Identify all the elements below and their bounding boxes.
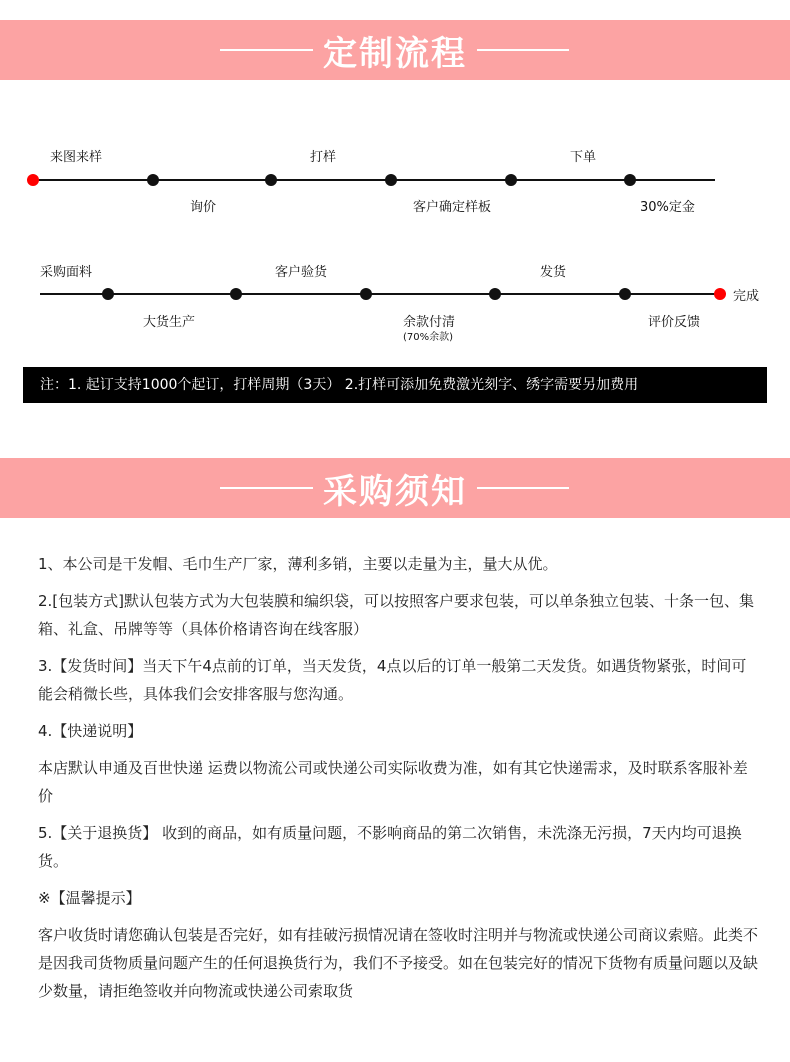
purchase-notes bbox=[38, 550, 758, 1014]
timeline-line bbox=[40, 293, 720, 295]
timeline-dot bbox=[624, 174, 636, 186]
step-label: 发货 bbox=[540, 265, 567, 280]
step-label: 下单 bbox=[570, 150, 597, 165]
step-label: 30%定金 bbox=[640, 200, 695, 215]
step-label: 采购面料 bbox=[40, 265, 93, 280]
step-label: 打样 bbox=[310, 150, 337, 165]
step-label: 来图来样 bbox=[50, 150, 103, 165]
note-paragraph: 4.【快递说明】 bbox=[38, 722, 143, 740]
timeline-dot bbox=[385, 174, 397, 186]
section-title: 采购须知 bbox=[323, 472, 467, 512]
step-sublabel: (70%余款) bbox=[403, 332, 454, 343]
section-header-custom-process bbox=[0, 20, 790, 80]
step-label: 大货生产 bbox=[143, 315, 196, 330]
timeline-dot bbox=[147, 174, 159, 186]
timeline-end-dot bbox=[714, 288, 726, 300]
note-paragraph: 1、本公司是干发帽、毛巾生产厂家，薄利多销，主要以走量为主，量大从优。 bbox=[38, 555, 558, 573]
step-label: 客户验货 bbox=[275, 265, 328, 280]
note-paragraph: 5.【关于退换货】 收到的商品，如有质量问题，不影响商品的第二次销售，未洗涤无污损，7天内均可退换货。 bbox=[38, 824, 742, 870]
divider bbox=[477, 487, 569, 489]
step-label: 评价反馈 bbox=[648, 315, 701, 330]
section-header-purchase-notes bbox=[0, 458, 790, 518]
timeline-dot bbox=[505, 174, 517, 186]
section-title: 定制流程 bbox=[323, 34, 467, 74]
note-paragraph: 2.[包装方式]默认包装方式为大包装膜和编织袋，可以按照客户要求包装，可以单条独立包装、十条一包、集箱、礼盒、吊牌等等（具体价格请咨询在线客服） bbox=[38, 592, 755, 638]
divider bbox=[477, 49, 569, 51]
timeline-dot bbox=[265, 174, 277, 186]
note-paragraph: 3.【发货时间】当天下午4点前的订单，当天发货，4点以后的订单一般第二天发货。如遇货物紧张，时间可能会稍微长些，具体我们会安排客服与您沟通。 bbox=[38, 657, 747, 703]
timeline-dot bbox=[360, 288, 372, 300]
timeline-dot bbox=[102, 288, 114, 300]
timeline-line bbox=[33, 179, 715, 181]
step-label: 余款付清 bbox=[403, 315, 456, 330]
step-label: 询价 bbox=[190, 200, 217, 215]
note-paragraph: 客户收货时请您确认包装是否完好，如有挂破污损情况请在签收时注明并与物流或快递公司商议索赔。此类不是因我司货物质量问题产生的任何退换货行为，我们不予接受。如在包装完好的情况下货物有质量问题以及缺少数量，请拒绝签收并向物流或快递公司索取货 bbox=[38, 926, 759, 1000]
note-paragraph: 本店默认申通及百世快递 运费以物流公司或快递公司实际收费为准，如有其它快递需求，及时联系客服补差价 bbox=[38, 759, 748, 805]
note-bar: 注：1. 起订支持1000个起订，打样周期（3天） 2.打样可添加免费激光刻字、绣字需要另加费用 bbox=[23, 367, 767, 403]
timeline-dot bbox=[489, 288, 501, 300]
timeline-start-dot bbox=[27, 174, 39, 186]
step-label: 客户确定样板 bbox=[413, 200, 492, 215]
timeline-dot bbox=[619, 288, 631, 300]
step-label-complete: 完成 bbox=[733, 289, 760, 304]
timeline-dot bbox=[230, 288, 242, 300]
note-paragraph: ※【温馨提示】 bbox=[38, 889, 141, 907]
